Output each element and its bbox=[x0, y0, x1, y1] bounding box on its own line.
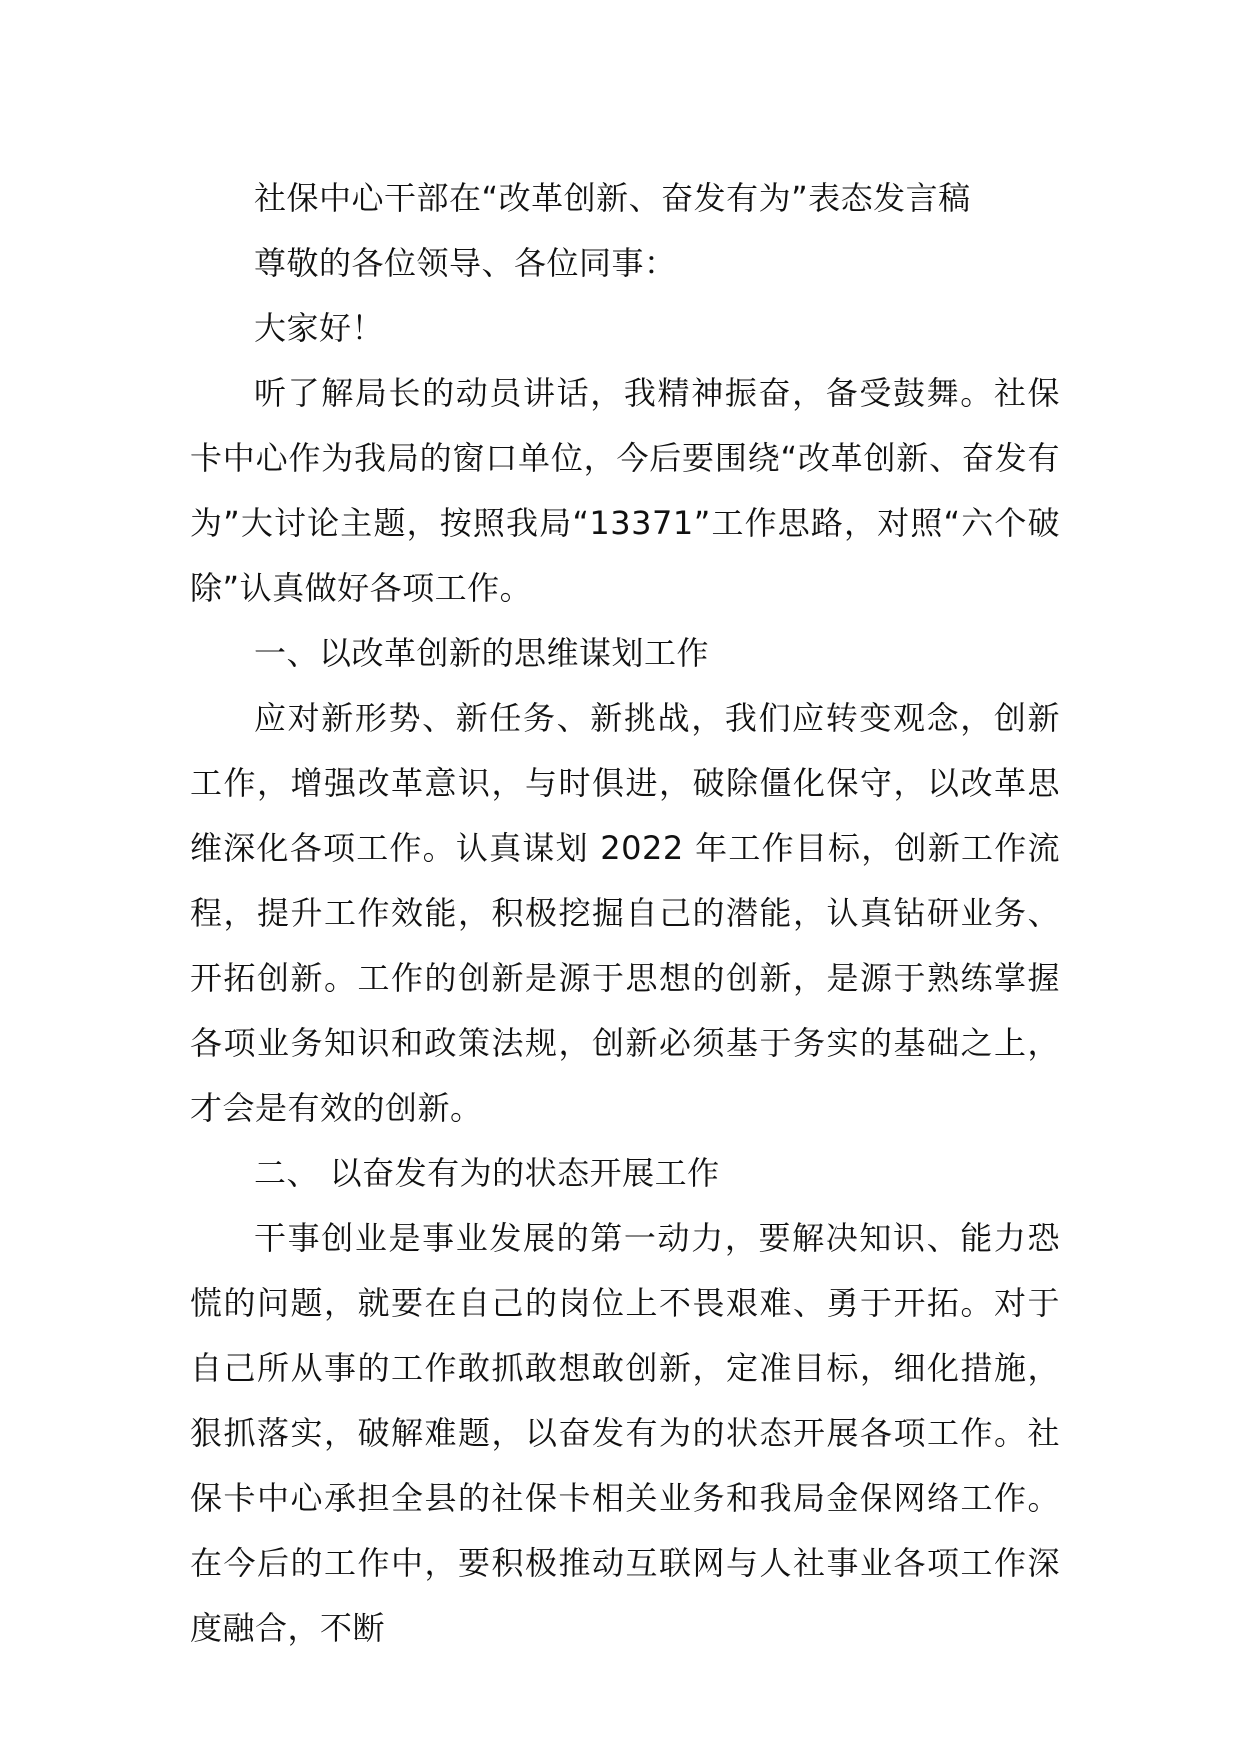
salutation: 尊敬的各位领导、各位同事： bbox=[254, 244, 677, 282]
section-2-heading: 二、 以奋发有为的状态开展工作 bbox=[254, 1154, 720, 1192]
section-1-heading: 一、以改革创新的思维谋划工作 bbox=[254, 634, 710, 672]
document-title: 社保中心干部在“改革创新、奋发有为”表态发言稿 bbox=[254, 179, 971, 217]
section-2-paragraph: 干事创业是事业发展的第一动力，要解决知识、能力恐慌的问题，就要在自己的岗位上不畏艰难、勇于开拓。对于自己所从事的工作敢抓敢想敢创新，定准目标，细化措施，狠抓落实，破解难题，以奋发有为的状态开展各项工作。社保卡中心承担全县的社保卡相关业务和我局金保网络工作。在今后的工作中，要积极推动互联网与人社事业各项工作深度融合，不断 bbox=[190, 1219, 1060, 1647]
greeting: 大家好！ bbox=[254, 309, 385, 347]
section-1-paragraph: 应对新形势、新任务、新挑战，我们应转变观念，创新工作，增强改革意识，与时俱进，破除僵化保守，以改革思维深化各项工作。认真谋划 2022 年工作目标，创新工作流程，提升工作效能，积极挖掘自己的潜能，认真钻研业务、开拓创新。工作的创新是源于思想的创新，是源于熟练掌握各项业务知识和政策法规，创新必须基于务实的基础之上，才会是有效的创新。 bbox=[190, 699, 1060, 1127]
intro-paragraph: 听了解局长的动员讲话，我精神振奋，备受鼓舞。社保卡中心作为我局的窗口单位，今后要围绕“改革创新、奋发有为”大讨论主题，按照我局“13371”工作思路，对照“六个破除”认真做好各项工作。 bbox=[190, 374, 1060, 607]
document-body bbox=[190, 166, 1060, 1661]
